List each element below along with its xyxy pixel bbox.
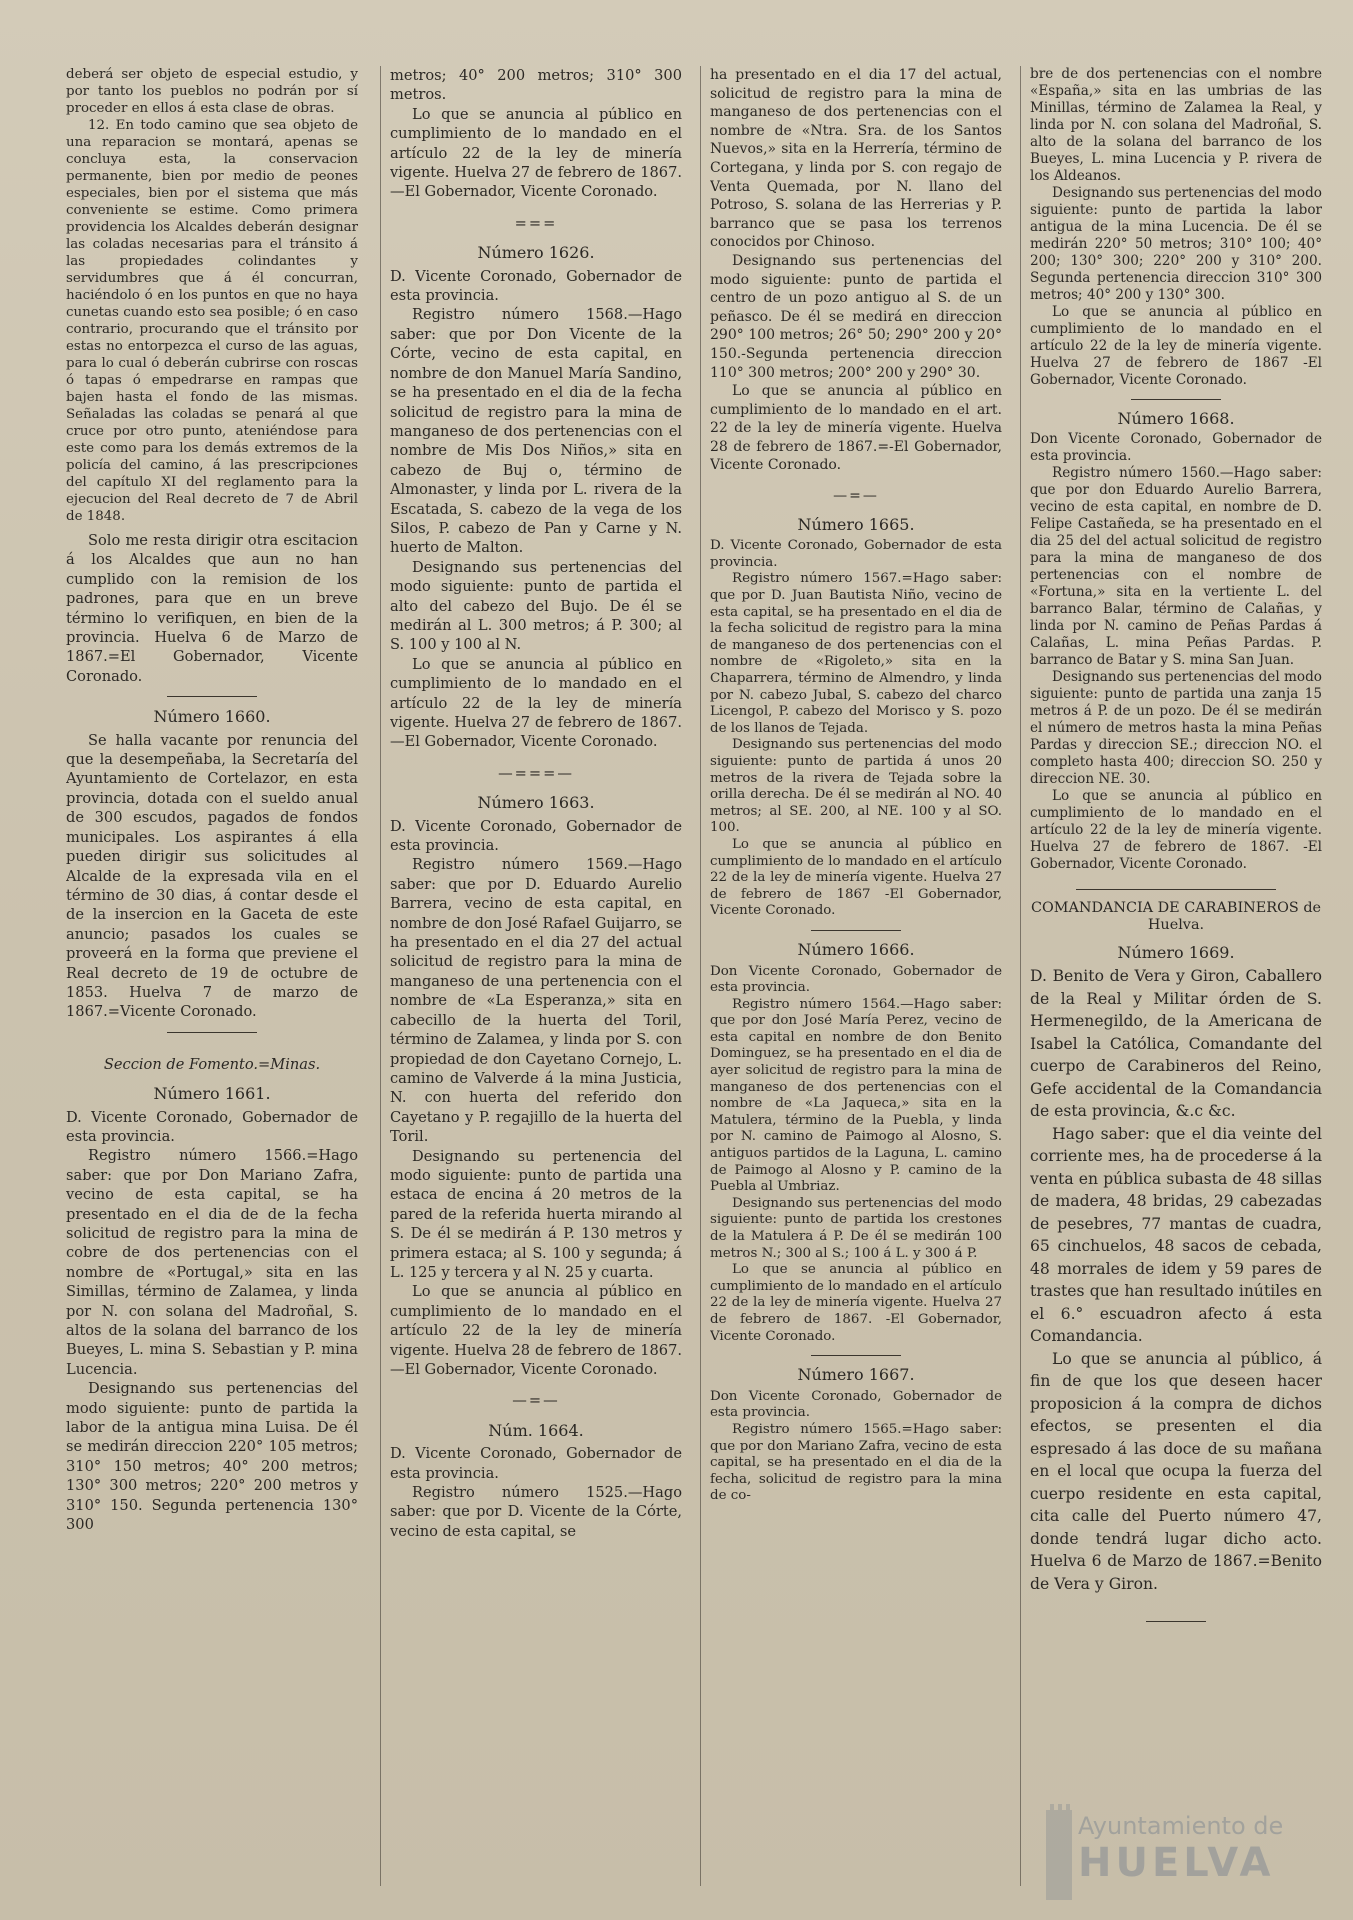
section-title: Seccion de Fomento.=Minas.: [103, 1055, 321, 1073]
notice-number: Número 1626.: [477, 243, 595, 263]
separator: [167, 696, 257, 697]
paragraph: deberá ser objeto de especial estudio, y por tanto los pueblos no podrán por sí proceder en ellos á esta clase de obras.: [66, 67, 358, 116]
paragraph: Lo que se anuncia al público en cumplimiento de lo mandado en el artículo 22 de la ley de minería vigente. Huelva 27 de febrero de 1867.—El Gobernador, Vicente Coronado.: [390, 105, 682, 201]
paragraph: metros; 40° 200 metros; 310° 300 metros.: [390, 67, 682, 104]
paragraph: Lo que se anuncia al público en cumplimiento de lo mandado en el artículo 22 de la ley de minería vigente. Huelva 27 de febrero de 1867.—El Gobernador, Vicente Coronado.: [390, 655, 682, 751]
paragraph: Designando sus pertenencias del modo siguiente: punto de partida el centro de un pozo antiguo al S. de un peñasco. De él se medirá en direccion 290° 100 metros; 26° 50; 290° 200 y 20° 150.-Segunda pertenencia direccion 110° 300 metros; 200° 200 y 290° 30.: [710, 252, 1002, 381]
paragraph: Registro número 1525.—Hago saber: que por D. Vicente de la Córte, vecino de esta capital, se: [390, 1484, 682, 1540]
byline: D. Benito de Vera y Giron, Caballero de la Real y Militar órden de S. Hermenegildo, de la Americana de Isabel la Católica, Comandante del cuerpo de Carabineros del Reino, Gefe accidental de la Comandancia de esta provincia, &.c &c.: [1030, 967, 1322, 1120]
column-1: [66, 66, 358, 1535]
byline: D. Vicente Coronado, Gobernador de esta provincia.: [390, 1445, 682, 1482]
paragraph: Registro número 1564.—Hago saber: que por don José María Perez, vecino de esta capital en nombre de don Benito Dominguez, se ha presentado en el dia de ayer solicitud de registro para la mina de manganeso de dos pertenencias con el nombre de «La Jaqueca,» sita en la Matulera, término de la Puebla, y linda por N. camino de Paimogo al Alosno, S. antiguos partidos de la Laguna, L. camino de Paimogo al Alosno y P. camino de la Puebla al Umbriaz.: [710, 996, 1002, 1195]
separator: ===: [514, 214, 558, 232]
byline: D. Vicente Coronado, Gobernador de esta provincia.: [66, 1108, 358, 1145]
watermark-line1: Ayuntamiento de: [1078, 1812, 1284, 1840]
notice-number: Núm. 1664.: [488, 1420, 584, 1440]
byline: D. Vicente Coronado, Gobernador de esta provincia.: [390, 817, 682, 855]
separator: [811, 930, 901, 931]
paragraph: Registro número 1566.=Hago saber: que por Don Mariano Zafra, vecino de esta capital, se ha presentado en el dia de de la fecha solicitud de registro para la mina de cobre de dos pertenencias con el nombre de «Portugal,» sita en las Simillas, término de Zalamea, y linda por N. con solana del Madroñal, S. altos de la solana del barranco de los Bueyes, L. mina S. Sebastian y P. mina Lucencia.: [66, 1147, 358, 1378]
notice-number: Número 1666.: [797, 939, 915, 959]
section-title: COMANDANCIA DE CARABINEROS de Huelva.: [1030, 900, 1322, 933]
paragraph: ha presentado en el dia 17 del actual, solicitud de registro para la mina de manganeso de dos pertenencias con el nombre de «Ntra. Sra. de los Santos Nuevos,» sita en la Herrería, término de Cortegana, y linda por S. con regajo de Venta Quemada, por N. llano del Potroso, S. solana de las Herrerias y P. barranco que se pasa los terrenos conocidos por Chinoso.: [710, 67, 1002, 251]
paragraph: Registro número 1569.—Hago saber: que por D. Eduardo Aurelio Barrera, vecino de esta capital, en nombre de don José Rafael Guijarro, se ha presentado en el dia 27 del actual solicitud de registro para la mina de manganeso de una pertenencia con el nombre de «La Esperanza,» sita en cabecillo de la huerta del Toril, término de Zalamea, y linda por S. con propiedad de don Cayetano Cornejo, L. camino de Valverde á la mina Justicia, N. con huerta del referido don Cayetano y P. regajillo de la huerta del Toril.: [390, 856, 682, 1146]
separator: [167, 1032, 257, 1033]
paragraph: Designando su pertenencia del modo siguiente: punto de partida una estaca de encina á 20 metros de la pared de la referida huerta mirando al S. De él se medirán á P. 130 metros y primera estaca; al S. 100 y segunda; á L. 125 y tercera y al N. 25 y cuarta.: [390, 1147, 682, 1281]
paragraph: Lo que se anuncia al público en cumplimiento de lo mandado en el artículo 22 de la ley de minería vigente. Huelva 27 de febrero de 1867 -El Gobernador, Vicente Coronado.: [1030, 304, 1322, 388]
byline: D. Vicente Coronado, Gobernador de esta provincia.: [390, 267, 682, 305]
notice-number: Número 1668.: [1117, 409, 1235, 428]
column-rule: [1020, 66, 1021, 1886]
paragraph: Designando sus pertenencias del modo siguiente: punto de partida una zanja 15 metros á P. de un pozo. De él se medirán el número de metros hasta la mina Peñas Pardas y direccion SE.; direccion NO. el completo hasta 400; direccion SO. 250 y direccion NE. 30.: [1030, 669, 1322, 787]
notice-number: Número 1660.: [153, 707, 271, 727]
notice-number: Número 1665.: [797, 514, 915, 534]
column-4: [1030, 66, 1322, 1628]
paragraph: Solo me resta dirigir otra escitacion á los Alcaldes que aun no han cumplido con la remision de los padrones, para que en un breve término lo verifiquen, en bien de la provincia. Huelva 6 de Marzo de 1867.=El Gobernador, Vicente Coronado.: [66, 532, 358, 685]
paragraph: Lo que se anuncia al público, á fin de que los que deseen hacer proposicion á la compra de dichos efectos, se presenten el dia espresado á las doce de su mañana en el local que ocupa la fuerza del cuerpo residente en esta capital, cita calle del Puerto número 47, donde tendrá lugar dicho acto. Huelva 6 de Marzo de 1867.=Benito de Vera y Giron.: [1030, 1349, 1322, 1593]
notice-number: Número 1663.: [477, 793, 595, 813]
separator: [1131, 399, 1221, 400]
paragraph: Se halla vacante por renuncia del que la desempeñaba, la Secretaría del Ayuntamiento de Cortelazor, en esta provincia, dotada con el sueldo anual de 300 escudos, pagados de fondos municipales. Los aspirantes á ella pueden dirigir sus solicitudes al Alcalde de la expresada vila en el término de 30 dias, á contar desde el de la insercion en la Gaceta de este anuncio; pasados los cuales se proveerá en la forma que previene el Real decreto de 19 de octubre de 1853. Huelva 7 de marzo de 1867.=Vicente Coronado.: [66, 731, 358, 1021]
paragraph: Registro número 1568.—Hago saber: que por Don Vicente de la Córte, vecino de esta capital, en nombre de don Manuel María Sandino, se ha presentado en el dia de la fecha solicitud de registro para la mina de manganeso de dos pertenencias con el nombre de Mis Dos Niños,» sita en cabezo de Buj o, término de Almonaster, y linda por L. rivera de la Escatada, S. cabezo de la vega de los Silos, P. cabezo de Pan y Carne y N. huerto de Malton.: [390, 306, 682, 557]
notice-number: Número 1669.: [1117, 943, 1235, 962]
separator: [1076, 889, 1276, 890]
separator: —=—: [512, 1392, 560, 1410]
paragraph: Designando sus pertenencias del modo siguiente: punto de partida á unos 20 metros de la rivera de Tejada sobre la orilla derecha. De él se medirán al NO. 40 metros; al SE. 200, al NE. 100 y al SO. 100.: [710, 737, 1002, 836]
paragraph: Lo que se anuncia al público en cumplimiento de lo mandado en el artículo 22 de la ley de minería vigente. Huelva 27 de febrero de 1867 -El Gobernador, Vicente Coronado.: [710, 836, 1002, 919]
separator: [811, 1355, 901, 1356]
separator: —===—: [498, 764, 574, 782]
byline: Don Vicente Coronado, Gobernador de esta provincia.: [1030, 431, 1322, 464]
byline: Don Vicente Coronado, Gobernador de esta provincia.: [710, 963, 1002, 996]
notice-number: Número 1667.: [797, 1365, 915, 1385]
paragraph: Designando sus pertenencias del modo siguiente: punto de partida los crestones de la Matulera á P. De él se medirán 100 metros N.; 300 al S.; 100 á L. y 300 á P.: [710, 1195, 1002, 1261]
watermark-line2: HUELVA: [1078, 1840, 1275, 1886]
paragraph: Hago saber: que el dia veinte del corriente mes, ha de procederse á la venta en pública subasta de 48 sillas de madera, 48 bridas, 29 cabezadas de pesebres, 77 mantas de cuadra, 65 cinchuelos, 48 sacos de cebada, 48 morrales de idem y 59 pares de trastes que han resultado inútiles en el 6.° escuadron afecto á esta Comandancia.: [1030, 1124, 1322, 1345]
paragraph: Designando sus pertenencias del modo siguiente: punto de partida la labor antigua de la mina Lucencia. De él se medirán 220° 50 metros; 310° 100; 40° 200; 130° 300; 220° 200 y 310° 200. Segunda pertenencia direccion 310° 300 metros; 40° 200 y 130° 300.: [1030, 185, 1322, 303]
paragraph: Lo que se anuncia al público en cumplimiento de lo mandado en el artículo 22 de la ley de minería vigente. Huelva 27 de febrero de 1867. -El Gobernador, Vicente Coronado.: [1030, 788, 1322, 872]
paragraph: Designando sus pertenencias del modo siguiente: punto de partida la labor de la antigua mina Luisa. De él se medirán direccion 220° 105 metros; 310° 150 metros; 40° 200 metros; 130° 300 metros; 220° 200 metros y 310° 150. Segunda pertenencia 130° 300: [66, 1380, 358, 1534]
paragraph: Designando sus pertenencias del modo siguiente: punto de partida el alto del cabezo del Bujo. De él se medirán al L. 300 metros; á P. 300; al S. 100 y 100 al N.: [390, 558, 682, 654]
paragraph: Registro número 1567.=Hago saber: que por D. Juan Bautista Niño, vecino de esta capital, se ha presentado en el dia de la fecha solicitud de registro para la mina de manganeso de dos pertenencias con el nombre de «Rigoleto,» sita en la Chaparrera, término de Almendro, y linda por N. cabezo Jubal, S. cabezo del charco Licengol, P. cabezo del Morisco y S. pozo de los llanos de Tejada.: [710, 571, 1002, 736]
byline: Don Vicente Coronado, Gobernador de esta provincia.: [710, 1388, 1002, 1421]
paragraph: Lo que se anuncia al público en cumplimiento de lo mandado en el artículo 22 de la ley de minería vigente. Huelva 27 de febrero de 1867. -El Gobernador, Vicente Coronado.: [710, 1262, 1002, 1344]
column-rule: [700, 66, 701, 1886]
paragraph: Registro número 1565.=Hago saber: que por don Mariano Zafra, vecino de esta capital, se ha presentado en el dia de la fecha, solicitud de registro para la mina de co-: [710, 1421, 1002, 1504]
column-3: [710, 66, 1002, 1505]
column-rule: [380, 66, 381, 1886]
paragraph: Registro número 1560.—Hago saber: que por don Eduardo Aurelio Barrera, vecino de esta capital, en nombre de D. Felipe Castañeda, se ha presentado en el dia 25 del del actual solicitud de registro para la mina de manganeso de dos pertenencias con el nombre de «Fortuna,» sita en la vertiente L. del barranco Balar, término de Calañas, y linda por N. camino de Peñas Pardas á Calañas, L. mina Peñas Pardas. P. barranco de Batar y S. mina San Juan.: [1030, 465, 1322, 668]
paragraph: Lo que se anuncia al público en cumplimiento de lo mandado en el artículo 22 de la ley de minería vigente. Huelva 28 de febrero de 1867.—El Gobernador, Vicente Coronado.: [390, 1283, 682, 1378]
paragraph: bre de dos pertenencias con el nombre «España,» sita en las umbrias de las Minillas, término de Zalamea la Real, y linda por N. con solana del Madroñal, S. alto de la solana del barranco de los Bueyes, L. mina Lucencia y P. rivera de los Aldeanos.: [1030, 66, 1322, 184]
notice-number: Número 1661.: [153, 1084, 271, 1104]
byline: D. Vicente Coronado, Gobernador de esta provincia.: [710, 538, 1002, 570]
paragraph: 12. En todo camino que sea objeto de una reparacion se montará, apenas se concluya esta, la conservacion permanente, bien por medio de peones especiales, bien por el sistema que más conveniente se estime. Como primera providencia los Alcaldes deberán designar las coladas necesarias para el tránsito á las propiedades colindantes y servidumbres que á él concurran, haciéndolo ó en los puntos en que no haya cunetas cuando esto sea posible; ó en caso contrario, procurando que el tránsito por estas no entorpezca el curso de las aguas, para lo cual ó deberán cubrirse con roscas ó tapas ó empedrarse en rampas que bajen hasta el fondo de las mismas. Señaladas las coladas se penará al que cruce por otro punto, ateniéndose para este como para los demás extremos de la policía del camino, á las prescripciones del capítulo XI del reglamento para la ejecucion del Real decreto de 7 de Abril de 1848.: [66, 118, 358, 524]
separator: [1146, 1621, 1206, 1622]
paragraph: Lo que se anuncia al público en cumplimiento de lo mandado en el art. 22 de la ley de minería vigente. Huelva 28 de febrero de 1867.=-El Gobernador, Vicente Coronado.: [710, 383, 1002, 474]
separator: —=—: [833, 488, 879, 505]
column-2: [390, 66, 682, 1541]
